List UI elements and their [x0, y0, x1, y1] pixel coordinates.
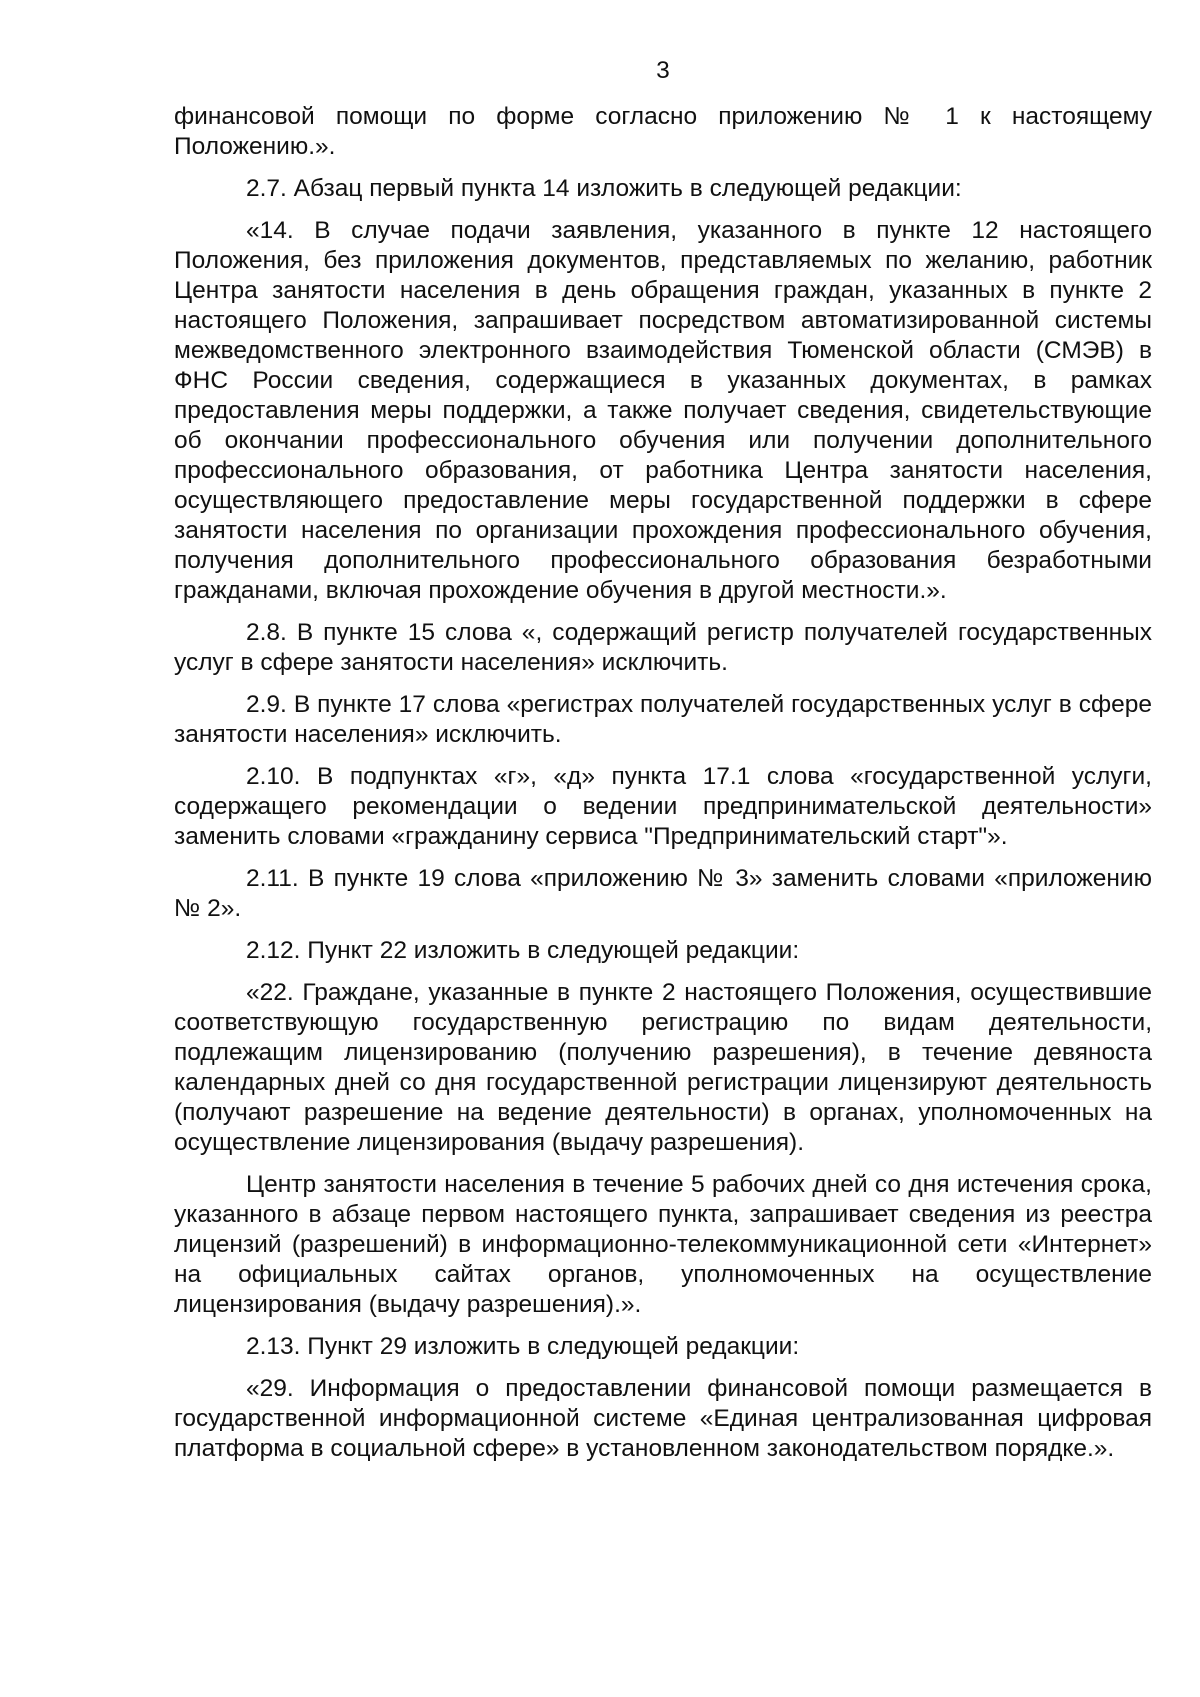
paragraph-2-10: 2.10. В подпунктах «г», «д» пункта 17.1 слова «государственной услуги, содержащего рекомендации о ведении предпринимательской деятельности» заменить словами «гражданину сервиса "Предпринимательский старт"».	[174, 763, 1152, 850]
paragraph-point-22: «22. Граждане, указанные в пункте 2 настоящего Положения, осуществившие соответствующую государственную регистрацию по видам деятельности, подлежащим лицензированию (получению разрешения), в течение девяноста календарных дней со дня государственной регистрации лицензируют деятельность (получают разрешение на ведение деятельности) в органах, уполномоченных на осуществление лицензирования (выдачу разрешения).	[174, 979, 1152, 1156]
paragraph-2-11: 2.11. В пункте 19 слова «приложению № 3» заменить словами «приложению № 2».	[174, 865, 1152, 922]
paragraph-2-13: 2.13. Пункт 29 изложить в следующей редакции:	[246, 1333, 800, 1360]
paragraph-point-22-second: Центр занятости населения в течение 5 рабочих дней со дня истечения срока, указанного в абзаце первом настоящего пункта, запрашивает сведения из реестра лицензий (разрешений) в информационно-телекоммуникационной сети «Интернет» на официальных сайтах органов, уполномоченных на осуществление лицензирования (выдачу разрешения).».	[174, 1171, 1152, 1318]
paragraph-2-12: 2.12. Пункт 22 изложить в следующей редакции:	[246, 937, 800, 964]
paragraph-point-14: «14. В случае подачи заявления, указанного в пункте 12 настоящего Положения, без приложения документов, представляемых по желанию, работник Центра занятости населения в день обращения граждан, указанных в пункте 2 настоящего Положения, запрашивает посредством автоматизированной системы межведомственного электронного взаимодействия Тюменской области (СМЭВ) в ФНС России сведения, содержащиеся в указанных документах, в рамках предоставления меры поддержки, а также получает сведения, свидетельствующие об окончании профессионального обучения или получении дополнительного профессионального образования, от работника Центра занятости населения, осуществляющего предоставление меры государственной поддержки в сфере занятости населения по организации прохождения профессионального обучения, получения дополнительного профессионального образования безработными гражданами, включая прохождение обучения в другой местности.».	[174, 217, 1152, 604]
paragraph-point-29: «29. Информация о предоставлении финансовой помощи размещается в государственной информационной системе «Единая централизованная цифровая платформа в социальной сфере» в установленном законодательством порядке.».	[174, 1375, 1152, 1462]
paragraph-2-9: 2.9. В пункте 17 слова «регистрах получателей государственных услуг в сфере занятости населения» исключить.	[174, 691, 1152, 748]
page-number: 3	[656, 57, 670, 84]
paragraph-2-8: 2.8. В пункте 15 слова «, содержащий регистр получателей государственных услуг в сфере занятости населения» исключить.	[174, 619, 1152, 676]
paragraph-continuation: финансовой помощи по форме согласно приложению № 1 к настоящему Положению.».	[174, 103, 1152, 160]
paragraph-2-7: 2.7. Абзац первый пункта 14 изложить в следующей редакции:	[246, 175, 962, 202]
